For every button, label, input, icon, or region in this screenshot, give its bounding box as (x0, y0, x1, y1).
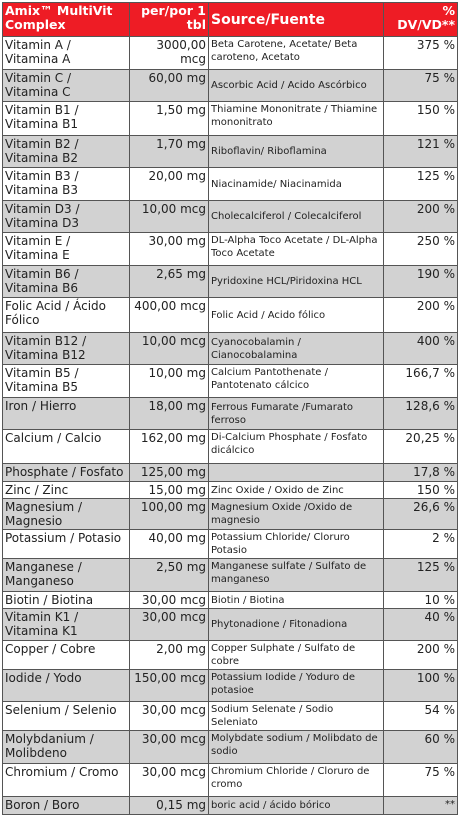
table-row (3, 482, 458, 499)
table-row (3, 702, 458, 731)
amount-value: 162,00 mg (130, 430, 209, 464)
nutrition-table (2, 2, 458, 815)
table-row (3, 499, 458, 530)
amount-value: 40,00 mg (130, 530, 209, 559)
ingredient-name: Manganese / Manganeso (3, 559, 130, 592)
table-row (3, 102, 458, 136)
daily-value-percent: 250 % (384, 233, 458, 266)
source-text: Potassium Iodide / Yoduro de potasioe (209, 670, 384, 702)
table-row (3, 168, 458, 201)
ingredient-name: Iron / Hierro (3, 398, 130, 430)
ingredient-name: Vitamin E / Vitamina E (3, 233, 130, 266)
source-text: Cyanocobalamin / Cianocobalamina (209, 333, 384, 365)
amount-value: 30,00 mcg (130, 592, 209, 609)
amount-value: 20,00 mg (130, 168, 209, 201)
daily-value-percent: 190 % (384, 266, 458, 298)
table-header (3, 3, 458, 37)
header-row (3, 3, 458, 37)
daily-value-percent: 2 % (384, 530, 458, 559)
ingredient-name: Vitamin B1 / Vitamina B1 (3, 102, 130, 136)
daily-value-percent: 100 % (384, 670, 458, 702)
source-text: Beta Carotene, Acetate/ Beta caroteno, Acetato (209, 37, 384, 70)
ingredient-name: Vitamin B12 / Vitamina B12 (3, 333, 130, 365)
source-text: Ascorbic Acid / Acido Ascórbico (209, 70, 384, 102)
ingredient-name: Magnesium / Magnesio (3, 499, 130, 530)
table-row (3, 764, 458, 797)
table-row (3, 530, 458, 559)
source-text: Pyridoxine HCL/Piridoxina HCL (209, 266, 384, 298)
table-row (3, 37, 458, 70)
daily-value-percent: 17,8 % (384, 464, 458, 482)
table-body (3, 37, 458, 815)
amount-value: 150,00 mcg (130, 670, 209, 702)
source-text: Magnesium Oxide /Oxido de magnesio (209, 499, 384, 530)
daily-value-percent: 200 % (384, 298, 458, 333)
daily-value-percent: ** (384, 797, 458, 815)
table-row (3, 559, 458, 592)
source-text: boric acid / ácido bórico (209, 797, 384, 815)
amount-value: 3000,00 mcg (130, 37, 209, 70)
daily-value-percent: 121 % (384, 136, 458, 168)
amount-value: 30,00 mcg (130, 731, 209, 764)
amount-value: 60,00 mg (130, 70, 209, 102)
amount-value: 1,70 mg (130, 136, 209, 168)
ingredient-name: Potassium / Potasio (3, 530, 130, 559)
daily-value-percent: 166,7 % (384, 365, 458, 398)
source-text: DL-Alpha Toco Acetate / DL-Alpha Toco Acetate (209, 233, 384, 266)
ingredient-name: Biotin / Biotina (3, 592, 130, 609)
table-row (3, 333, 458, 365)
table-row (3, 430, 458, 464)
daily-value-percent: 200 % (384, 641, 458, 670)
ingredient-name: Chromium / Cromo (3, 764, 130, 797)
source-text: Folic Acid / Acido fólico (209, 298, 384, 333)
table-row (3, 797, 458, 815)
ingredient-name: Vitamin B5 / Vitamina B5 (3, 365, 130, 398)
daily-value-percent: 75 % (384, 764, 458, 797)
amount-value: 18,00 mg (130, 398, 209, 430)
header-source: Source/Fuente (209, 3, 384, 37)
source-text: Molybdate sodium / Molibdato de sodio (209, 731, 384, 764)
header-daily-value: % DV/VD** (384, 3, 458, 37)
ingredient-name: Vitamin K1 / Vitamina K1 (3, 609, 130, 641)
table-row (3, 365, 458, 398)
ingredient-name: Selenium / Selenio (3, 702, 130, 731)
source-text: Cholecalciferol / Colecalciferol (209, 201, 384, 233)
ingredient-name: Phosphate / Fosfato (3, 464, 130, 482)
source-text: Niacinamide/ Niacinamida (209, 168, 384, 201)
source-text: Potassium Chloride/ Cloruro Potasio (209, 530, 384, 559)
source-text: Riboflavin/ Riboflamina (209, 136, 384, 168)
amount-value: 30,00 mcg (130, 609, 209, 641)
source-text: Phytonadione / Fitonadiona (209, 609, 384, 641)
header-ingredient: Amix™ MultiVit Complex (3, 3, 130, 37)
daily-value-percent: 125 % (384, 168, 458, 201)
ingredient-name: Copper / Cobre (3, 641, 130, 670)
amount-value: 400,00 mcg (130, 298, 209, 333)
amount-value: 30,00 mg (130, 233, 209, 266)
source-text: Copper Sulphate / Sulfato de cobre (209, 641, 384, 670)
amount-value: 10,00 mcg (130, 333, 209, 365)
table-row (3, 136, 458, 168)
daily-value-percent: 128,6 % (384, 398, 458, 430)
ingredient-name: Calcium / Calcio (3, 430, 130, 464)
source-text: Biotin / Biotina (209, 592, 384, 609)
source-text: Di-Calcium Phosphate / Fosfato dicálcico (209, 430, 384, 464)
table-row (3, 464, 458, 482)
amount-value: 125,00 mg (130, 464, 209, 482)
table-row (3, 731, 458, 764)
amount-value: 1,50 mg (130, 102, 209, 136)
ingredient-name: Folic Acid / Ácido Fólico (3, 298, 130, 333)
amount-value: 30,00 mcg (130, 764, 209, 797)
daily-value-percent: 20,25 % (384, 430, 458, 464)
amount-value: 0,15 mg (130, 797, 209, 815)
amount-value: 10,00 mcg (130, 201, 209, 233)
daily-value-percent: 150 % (384, 482, 458, 499)
table-row (3, 201, 458, 233)
daily-value-percent: 54 % (384, 702, 458, 731)
ingredient-name: Zinc / Zinc (3, 482, 130, 499)
amount-value: 10,00 mg (130, 365, 209, 398)
ingredient-name: Vitamin B6 / Vitamina B6 (3, 266, 130, 298)
source-text: Manganese sulfate / Sulfato de manganeso (209, 559, 384, 592)
daily-value-percent: 375 % (384, 37, 458, 70)
table-row (3, 70, 458, 102)
amount-value: 2,50 mg (130, 559, 209, 592)
ingredient-name: Vitamin A / Vitamina A (3, 37, 130, 70)
amount-value: 15,00 mg (130, 482, 209, 499)
daily-value-percent: 40 % (384, 609, 458, 641)
table-row (3, 609, 458, 641)
daily-value-percent: 200 % (384, 201, 458, 233)
ingredient-name: Iodide / Yodo (3, 670, 130, 702)
daily-value-percent: 60 % (384, 731, 458, 764)
amount-value: 30,00 mcg (130, 702, 209, 731)
table-row (3, 592, 458, 609)
daily-value-percent: 26,6 % (384, 499, 458, 530)
source-text: Calcium Pantothenate / Pantotenato cálcico (209, 365, 384, 398)
ingredient-name: Molybdanium / Molibdeno (3, 731, 130, 764)
table-row (3, 670, 458, 702)
table-row (3, 398, 458, 430)
header-amount: per/por 1 tbl (130, 3, 209, 37)
amount-value: 2,00 mg (130, 641, 209, 670)
source-text: Chromium Chloride / Cloruro de cromo (209, 764, 384, 797)
ingredient-name: Boron / Boro (3, 797, 130, 815)
amount-value: 2,65 mg (130, 266, 209, 298)
ingredient-name: Vitamin B2 / Vitamina B2 (3, 136, 130, 168)
ingredient-name: Vitamin B3 / Vitamina B3 (3, 168, 130, 201)
table-row (3, 641, 458, 670)
table-row (3, 233, 458, 266)
source-text (209, 464, 384, 482)
daily-value-percent: 400 % (384, 333, 458, 365)
daily-value-percent: 150 % (384, 102, 458, 136)
table-row (3, 298, 458, 333)
amount-value: 100,00 mg (130, 499, 209, 530)
table-row (3, 266, 458, 298)
ingredient-name: Vitamin C / Vitamina C (3, 70, 130, 102)
ingredient-name: Vitamin D3 / Vitamina D3 (3, 201, 130, 233)
source-text: Zinc Oxide / Oxido de Zinc (209, 482, 384, 499)
daily-value-percent: 10 % (384, 592, 458, 609)
source-text: Ferrous Fumarate /Fumarato ferroso (209, 398, 384, 430)
daily-value-percent: 125 % (384, 559, 458, 592)
source-text: Thiamine Mononitrate / Thiamine mononitrato (209, 102, 384, 136)
daily-value-percent: 75 % (384, 70, 458, 102)
source-text: Sodium Selenate / Sodio Seleniato (209, 702, 384, 731)
